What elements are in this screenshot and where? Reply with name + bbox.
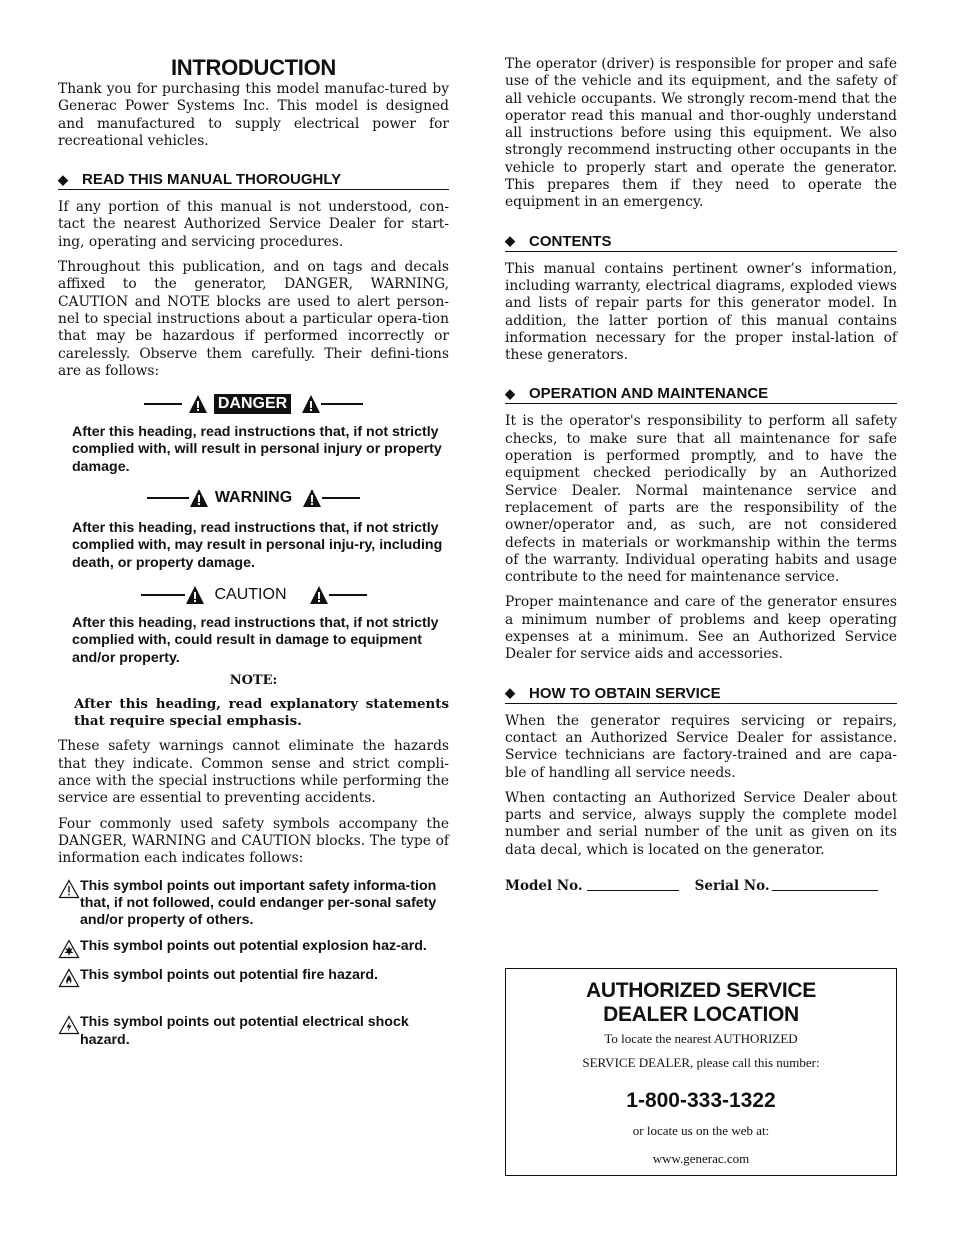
operation-paragraph-1: It is the operator's responsibility to perform all safety checks, to make sure that all maintenance for safe operation is performed promptly, and to have the equipment checked periodically by an Authorized Service Dealer. Normal maintenance service and replacement of parts are the responsibility of the owner/operator and, as such, are not considered defects in materials or workmanship within the terms of the warranty. Individual operating habits and usage contribute to the need for maintenance service. [505, 413, 897, 586]
note-label: NOTE: [229, 672, 278, 688]
operation-paragraph-2: Proper maintenance and care of the generator ensures a minimum number of problems and keep operating expenses at a minimum. See an Authorized Service Dealer for service aids and accessories. [505, 594, 897, 663]
serial-number-label: Serial No. [694, 877, 770, 894]
note-text: After this heading, read explanatory statements that require special emphasis. [74, 695, 449, 730]
dealer-box-line-3: or locate us on the web at: [632, 1123, 770, 1138]
warning-triangle-icon [309, 585, 329, 605]
model-number-blank [587, 878, 679, 891]
caution-text: After this heading, read instructions that, if not strictly complied with, could result in damage to equipment and/or property. [72, 614, 439, 666]
contents-heading: ◆ CONTENTS [505, 233, 897, 252]
danger-label: DANGER [214, 394, 291, 414]
right-column [505, 0, 897, 894]
caution-signal [58, 585, 449, 605]
diamond-bullet-icon: ◆ [505, 385, 515, 401]
electrical-shock-icon [58, 1015, 80, 1035]
dealer-box-line-2: SERVICE DEALER, please call this number: [582, 1055, 820, 1070]
read-manual-paragraph-1: If any portion of this manual is not understood, con-tact the nearest Authorized Service Dealer for start-ing, operating and servicing procedures. [58, 199, 449, 250]
warning-triangle-icon [189, 488, 209, 508]
model-serial-row [505, 878, 897, 894]
diamond-bullet-icon: ◆ [505, 233, 515, 249]
contents-paragraph: This manual contains pertinent owner’s information, including warranty, electrical diagrams, exploded views and lists of repair parts for this generator model. In addition, the latter portion of this manual contains information necessary for the proper instal-lation of these generators. [505, 260, 897, 364]
danger-signal [58, 394, 449, 414]
service-paragraph-2: When contacting an Authorized Service Dealer about parts and service, always supply the complete model number and serial number of the unit as given on its data decal, which is located on the generator. [505, 789, 897, 858]
warning-triangle-icon [302, 488, 322, 508]
symbols-intro-paragraph: Four commonly used safety symbols accompany the DANGER, WARNING and CAUTION blocks. The type of information each indicates follows: [58, 815, 449, 867]
diamond-bullet-icon: ◆ [505, 685, 515, 701]
left-column [58, 0, 449, 1049]
page-title: INTRODUCTION [170, 55, 337, 80]
serial-number-blank [772, 878, 878, 891]
explosion-hazard-icon [58, 939, 80, 959]
warning-text: After this heading, read instructions that, if not strictly complied with, may result in personal inju-ry, including death, or property damage. [72, 520, 443, 571]
symbol-item: This symbol points out important safety informa-tion that, if not followed, could endanger per-sonal safety and/or property of others. [58, 878, 449, 930]
symbol-item: This symbol points out potential fire hazard. [58, 967, 449, 988]
dealer-box-title: AUTHORIZED SERVICE DEALER LOCATION [586, 979, 816, 1026]
service-heading: ◆ HOW TO OBTAIN SERVICE [505, 685, 897, 704]
operator-paragraph: The operator (driver) is responsible for proper and safe use of the vehicle and its equipment, and the safety of all vehicle occupants. We strongly recom-mend that the operator read this manual and thor-oughly understand all instructions before using this equipment. We also strongly recommend instructing other occupants in the vehicle to properly start and operate the generator. This prepares them if they need to operate the equipment in an emergency. [505, 56, 897, 211]
operation-heading: ◆ OPERATION AND MAINTENANCE [505, 385, 897, 404]
dealer-phone-number: 1-800-333-1322 [626, 1089, 776, 1112]
dealer-location-box [505, 968, 897, 1176]
warning-triangle-icon [185, 585, 205, 605]
read-manual-paragraph-2: Throughout this publication, and on tags and decals affixed to the generator, DANGER, WARNING, CAUTION and NOTE blocks are used to alert person-nel to special instructions about a particular opera-tion that may be hazardous if performed incorrectly or carelessly. Observe them carefully. Their defini-tions are as follows: [58, 259, 449, 379]
dealer-website: www.generac.com [652, 1151, 750, 1166]
warning-label: WARNING [214, 489, 293, 507]
diamond-bullet-icon: ◆ [58, 171, 68, 187]
dealer-box-line-1: To locate the nearest AUTHORIZED [604, 1031, 798, 1046]
service-paragraph-1: When the generator requires servicing or repairs, contact an Authorized Service Dealer for assistance. Service technicians are factory-trained and are capa-ble of handling all service needs. [505, 712, 897, 781]
symbol-item: This symbol points out potential electrical shock hazard. [58, 1014, 449, 1049]
warning-triangle-icon [188, 394, 208, 414]
intro-paragraph: Thank you for purchasing this model manufac-tured by Generac Power Systems Inc. This model is designed and manufactured to supply electrical power for recreational vehicles. [58, 81, 449, 149]
model-number-label: Model No. [505, 877, 583, 894]
fire-hazard-icon [58, 968, 80, 988]
caution-label: CAUTION [214, 585, 287, 603]
warning-signal [58, 488, 449, 508]
symbol-item: This symbol points out potential explosion haz-ard. [58, 938, 449, 959]
read-manual-heading: ◆ READ THIS MANUAL THOROUGHLY [58, 171, 449, 190]
safety-paragraph: These safety warnings cannot eliminate the hazards that they indicate. Common sense and strict compli-ance with the special instructions while performing the service are essential to preventing accidents. [58, 738, 449, 807]
warning-triangle-icon [58, 879, 80, 899]
warning-triangle-icon [301, 394, 321, 414]
danger-text: After this heading, read instructions that, if not strictly complied with, will result in personal injury or property damage. [72, 424, 442, 475]
